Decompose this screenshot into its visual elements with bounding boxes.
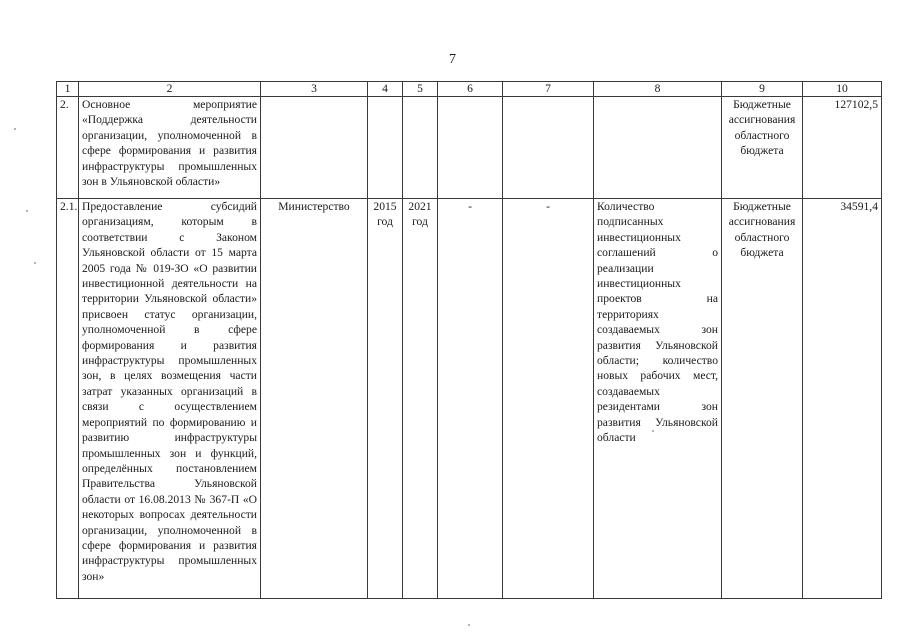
end-year: [403, 97, 438, 199]
funding-source: Бюджетные ассигнования областного бюджета: [722, 97, 803, 199]
page-number: 7: [449, 52, 456, 67]
measure-name: Основное мероприятие «Поддержка деятельности организации, уполномоченной в сфере формирования и развития инфраструктуры промышленных зон в Ульяновской области»: [79, 97, 261, 199]
executor: Министерство: [261, 199, 368, 599]
column-number: 4: [368, 82, 403, 97]
column-number: 1: [57, 82, 79, 97]
table-row: [57, 97, 882, 199]
end-year: 2021 год: [403, 199, 438, 599]
scan-speck: [34, 262, 36, 264]
funding-amount: 127102,5: [803, 97, 882, 199]
program-table: [56, 81, 882, 599]
column-number-row: [57, 82, 882, 97]
row-number: 2.: [57, 97, 79, 199]
table-row: [57, 199, 882, 599]
column-number: 7: [503, 82, 594, 97]
executor: [261, 97, 368, 199]
funding-source: Бюджетные ассигнования областного бюджета: [722, 199, 803, 599]
column-6-value: [438, 97, 503, 199]
column-number: 6: [438, 82, 503, 97]
column-number: 8: [594, 82, 722, 97]
scan-speck: [26, 210, 28, 212]
scan-speck: [14, 128, 16, 130]
measure-name: Предоставление субсидий организациям, которым в соответствии с Законом Ульяновской области от 15 марта 2005 года № 019-ЗО «О развитии инвестиционной деятельности на территории Ульяновской области» присвоен статус организации, уполномоченной в сфере формирования и развития инфраструктуры промышленных зон, в целях возмещения части затрат указанных организаций в связи с осуществлением мероприятий по формированию и развитию инфраструктуры промышленных зон и функций, определённых постановлением Правительства Ульяновской области от 16.08.2013 № 367-П «О некоторых вопросах деятельности организации, уполномоченной в сфере формирования и развития инфраструктуры промышленных зон»: [79, 199, 261, 599]
funding-amount: 34591,4: [803, 199, 882, 599]
column-number: 5: [403, 82, 438, 97]
column-7-value: [503, 97, 594, 199]
column-7-value: -: [503, 199, 594, 599]
column-number: 3: [261, 82, 368, 97]
start-year: 2015 год: [368, 199, 403, 599]
row-number: 2.1.: [57, 199, 79, 599]
column-number: 10: [803, 82, 882, 97]
scan-speck: [652, 430, 654, 432]
scan-speck: [468, 624, 470, 626]
start-year: [368, 97, 403, 199]
indicators: Количество подписанных инвестиционных соглашений о реализации инвестиционных проектов на территориях создаваемых зон развития Ульяновской области; количество новых рабочих мест, создаваемых резидентами зон развития Ульяновской области: [594, 199, 722, 599]
column-number: 9: [722, 82, 803, 97]
column-6-value: -: [438, 199, 503, 599]
column-number: 2: [79, 82, 261, 97]
indicators: [594, 97, 722, 199]
